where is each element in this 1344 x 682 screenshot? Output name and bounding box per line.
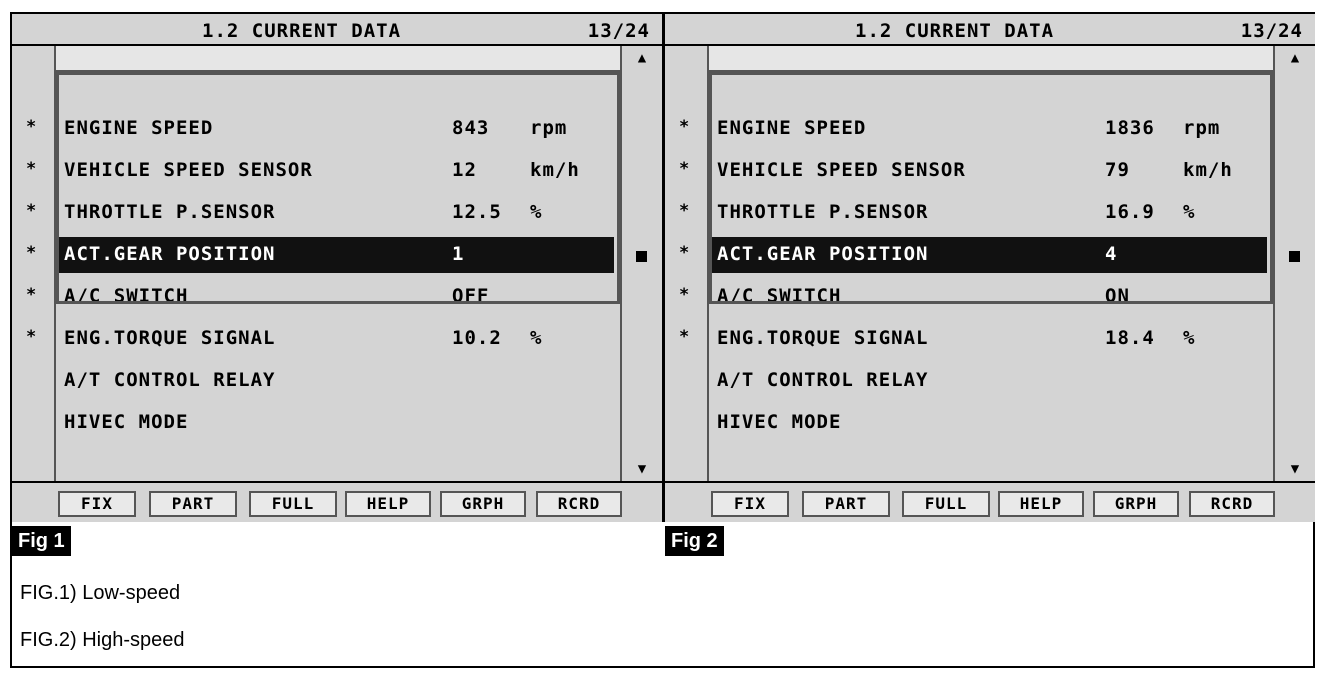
row-unit: % (1183, 327, 1196, 349)
data-row-throttle[interactable] (12, 193, 662, 233)
part-button[interactable]: PART (149, 491, 237, 517)
screen-title: 1.2 CURRENT DATA (855, 20, 1055, 42)
row-unit: rpm (1183, 117, 1221, 139)
data-row-torque-signal[interactable] (12, 319, 662, 359)
row-label: A/C SWITCH (717, 285, 842, 307)
row-unit: % (530, 327, 543, 349)
row-unit: rpm (530, 117, 568, 139)
row-label: THROTTLE P.SENSOR (717, 201, 929, 223)
list-top-bar (56, 46, 620, 72)
row-value: 10.2 (452, 327, 502, 349)
data-row-engine-speed[interactable] (12, 109, 662, 149)
selected-marker-icon: * (26, 327, 37, 347)
full-button[interactable]: FULL (902, 491, 990, 517)
function-key-bar (665, 481, 1315, 522)
row-value: 1 (452, 243, 465, 265)
grph-button[interactable]: GRPH (440, 491, 526, 517)
figure-frame (10, 12, 1315, 668)
data-row-hivec-mode[interactable] (665, 403, 1315, 443)
screen-header (665, 14, 1315, 46)
data-row-vehicle-speed[interactable] (12, 151, 662, 191)
data-row-engine-speed[interactable] (665, 109, 1315, 149)
data-row-at-control-relay[interactable] (665, 361, 1315, 401)
rcrd-button[interactable]: RCRD (536, 491, 622, 517)
row-value: 12 (452, 159, 477, 181)
figure-1-label: Fig 1 (12, 526, 71, 556)
row-label: A/C SWITCH (64, 285, 189, 307)
scroll-up-icon[interactable]: ▲ (637, 50, 647, 66)
screen-title: 1.2 CURRENT DATA (202, 20, 402, 42)
selected-marker-icon: * (26, 285, 37, 305)
scroll-down-icon[interactable]: ▼ (637, 461, 647, 477)
part-button[interactable]: PART (802, 491, 890, 517)
row-label: ENGINE SPEED (717, 117, 867, 139)
screen-header (12, 14, 662, 46)
row-unit: % (530, 201, 543, 223)
row-label: A/T CONTROL RELAY (717, 369, 929, 391)
data-row-hivec-mode[interactable] (12, 403, 662, 443)
data-row-at-control-relay[interactable] (12, 361, 662, 401)
row-label: ACT.GEAR POSITION (64, 243, 276, 265)
scroll-down-icon[interactable]: ▼ (1290, 461, 1300, 477)
scanner-screen-1 (12, 14, 662, 522)
row-label: ENG.TORQUE SIGNAL (717, 327, 929, 349)
data-row-gear-position[interactable] (12, 235, 662, 275)
selected-marker-icon: * (26, 243, 37, 263)
scanner-screen-2 (665, 14, 1315, 522)
selected-marker-icon: * (26, 201, 37, 221)
caption-fig-2: FIG.2) High-speed (20, 629, 185, 651)
row-unit: km/h (1183, 159, 1233, 181)
data-row-gear-position[interactable] (665, 235, 1315, 275)
figure-2-label: Fig 2 (665, 526, 724, 556)
row-label: ENG.TORQUE SIGNAL (64, 327, 276, 349)
function-key-bar (12, 481, 662, 522)
data-row-throttle[interactable] (665, 193, 1315, 233)
full-button[interactable]: FULL (249, 491, 337, 517)
selected-marker-icon: * (26, 159, 37, 179)
row-label: THROTTLE P.SENSOR (64, 201, 276, 223)
row-label: HIVEC MODE (64, 411, 189, 433)
row-value: 16.9 (1105, 201, 1155, 223)
page-indicator: 13/24 (587, 20, 650, 42)
scroll-up-icon[interactable]: ▲ (1290, 50, 1300, 66)
selected-marker-icon: * (679, 117, 690, 137)
help-button[interactable]: HELP (998, 491, 1084, 517)
page-indicator: 13/24 (1240, 20, 1303, 42)
row-value: ON (1105, 285, 1130, 307)
row-value: 4 (1105, 243, 1118, 265)
data-row-ac-switch[interactable] (665, 277, 1315, 317)
row-unit: % (1183, 201, 1196, 223)
row-value: 843 (452, 117, 490, 139)
row-label: ENGINE SPEED (64, 117, 214, 139)
list-top-bar (709, 46, 1273, 72)
row-value: 79 (1105, 159, 1130, 181)
data-row-ac-switch[interactable] (12, 277, 662, 317)
row-value: 18.4 (1105, 327, 1155, 349)
data-row-torque-signal[interactable] (665, 319, 1315, 359)
row-label: A/T CONTROL RELAY (64, 369, 276, 391)
row-value: 1836 (1105, 117, 1155, 139)
selected-marker-icon: * (679, 243, 690, 263)
selected-marker-icon: * (679, 159, 690, 179)
row-unit: km/h (530, 159, 580, 181)
selected-marker-icon: * (679, 327, 690, 347)
row-label: VEHICLE SPEED SENSOR (717, 159, 966, 181)
data-row-vehicle-speed[interactable] (665, 151, 1315, 191)
grph-button[interactable]: GRPH (1093, 491, 1179, 517)
row-label: HIVEC MODE (717, 411, 842, 433)
rcrd-button[interactable]: RCRD (1189, 491, 1275, 517)
help-button[interactable]: HELP (345, 491, 431, 517)
row-label: ACT.GEAR POSITION (717, 243, 929, 265)
selected-marker-icon: * (679, 285, 690, 305)
fix-button[interactable]: FIX (711, 491, 789, 517)
selected-marker-icon: * (679, 201, 690, 221)
row-value: OFF (452, 285, 490, 307)
fix-button[interactable]: FIX (58, 491, 136, 517)
row-label: VEHICLE SPEED SENSOR (64, 159, 313, 181)
caption-fig-1: FIG.1) Low-speed (20, 582, 181, 604)
selected-marker-icon: * (26, 117, 37, 137)
row-value: 12.5 (452, 201, 502, 223)
